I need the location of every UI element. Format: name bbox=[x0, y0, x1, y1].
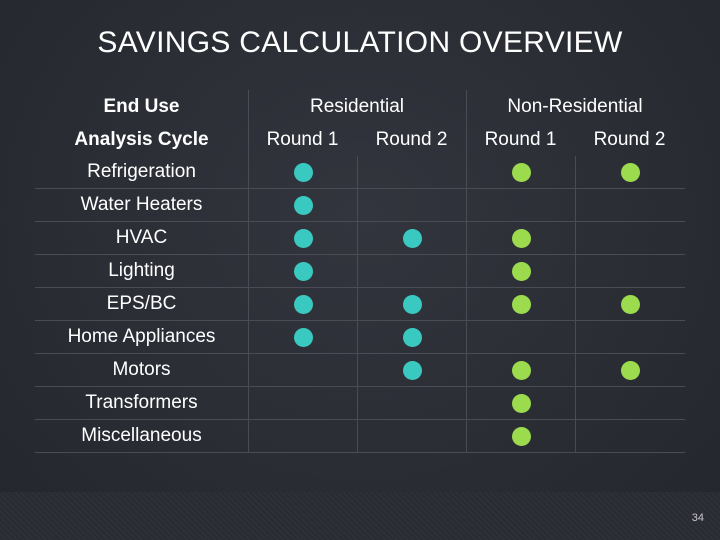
table-cell bbox=[575, 354, 684, 386]
residential-dot-icon bbox=[294, 163, 313, 182]
end-use-header: End Use bbox=[103, 95, 180, 117]
non-residential-dot-icon bbox=[621, 163, 640, 182]
table-cell bbox=[575, 321, 684, 353]
end-use-label: Lighting bbox=[108, 260, 175, 281]
table-cell bbox=[575, 387, 684, 419]
non-residential-dot-icon bbox=[512, 394, 531, 413]
table-cell bbox=[575, 420, 684, 452]
table-cell bbox=[575, 288, 684, 320]
end-use-label: HVAC bbox=[115, 227, 168, 248]
end-use-label: Transformers bbox=[85, 392, 198, 413]
non-residential-header: Non-Residential bbox=[507, 95, 643, 117]
table-cell bbox=[357, 354, 466, 386]
end-use-label: EPS/BC bbox=[106, 293, 177, 314]
residential-dot-icon bbox=[403, 361, 422, 380]
end-use-label: Miscellaneous bbox=[81, 425, 202, 446]
table-cell bbox=[248, 420, 357, 452]
table-cell bbox=[575, 222, 684, 254]
table-cell bbox=[466, 189, 575, 221]
table-cell bbox=[466, 321, 575, 353]
table-cell bbox=[466, 420, 575, 452]
table-row bbox=[35, 255, 685, 288]
table-cell bbox=[575, 255, 684, 287]
non-residential-dot-icon bbox=[621, 295, 640, 314]
non-residential-dot-icon bbox=[512, 295, 531, 314]
residential-dot-icon bbox=[294, 229, 313, 248]
header-row-analysis-cycle bbox=[35, 123, 685, 156]
table-cell bbox=[248, 354, 357, 386]
non-residential-dot-icon bbox=[512, 262, 531, 281]
end-use-label: Water Heaters bbox=[80, 194, 203, 215]
header-divider bbox=[248, 90, 249, 156]
non-residential-round-1-header: Round 1 bbox=[484, 128, 557, 150]
residential-dot-icon bbox=[294, 262, 313, 281]
table-cell bbox=[575, 189, 684, 221]
table-cell bbox=[248, 156, 357, 188]
table-cell bbox=[357, 189, 466, 221]
table-row bbox=[35, 156, 685, 189]
slide-title: SAVINGS CALCULATION OVERVIEW bbox=[97, 26, 623, 59]
table-cell bbox=[575, 156, 684, 188]
non-residential-dot-icon bbox=[512, 361, 531, 380]
table-cell bbox=[248, 288, 357, 320]
end-use-label: Refrigeration bbox=[87, 161, 196, 182]
table-cell bbox=[466, 222, 575, 254]
table-cell bbox=[466, 255, 575, 287]
residential-round-2-header: Round 2 bbox=[375, 128, 448, 150]
table-cell bbox=[466, 156, 575, 188]
non-residential-dot-icon bbox=[512, 427, 531, 446]
savings-table bbox=[35, 90, 685, 453]
residential-dot-icon bbox=[294, 295, 313, 314]
table-row bbox=[35, 288, 685, 321]
table-cell bbox=[248, 222, 357, 254]
table-row bbox=[35, 222, 685, 255]
residential-dot-icon bbox=[403, 295, 422, 314]
residential-dot-icon bbox=[294, 328, 313, 347]
residential-dot-icon bbox=[294, 196, 313, 215]
table-row bbox=[35, 189, 685, 222]
table-cell bbox=[357, 222, 466, 254]
header-row-end-use bbox=[35, 90, 685, 123]
residential-round-1-header: Round 1 bbox=[266, 128, 339, 150]
table-cell bbox=[357, 255, 466, 287]
residential-dot-icon bbox=[403, 229, 422, 248]
table-row bbox=[35, 321, 685, 354]
table-row bbox=[35, 420, 685, 453]
non-residential-round-2-header: Round 2 bbox=[593, 128, 666, 150]
table-cell bbox=[357, 156, 466, 188]
residential-header: Residential bbox=[310, 95, 404, 117]
table-body bbox=[35, 156, 685, 453]
non-residential-dot-icon bbox=[512, 229, 531, 248]
table-cell bbox=[248, 321, 357, 353]
table-cell bbox=[466, 387, 575, 419]
table-cell bbox=[466, 288, 575, 320]
table-cell bbox=[357, 420, 466, 452]
end-use-label: Home Appliances bbox=[67, 326, 216, 347]
table-cell bbox=[466, 354, 575, 386]
table-cell bbox=[248, 189, 357, 221]
residential-dot-icon bbox=[403, 328, 422, 347]
header-divider bbox=[466, 90, 467, 156]
page-number: 34 bbox=[691, 512, 704, 524]
table-cell bbox=[357, 387, 466, 419]
table-cell bbox=[248, 255, 357, 287]
analysis-cycle-header: Analysis Cycle bbox=[74, 128, 209, 150]
table-cell bbox=[357, 321, 466, 353]
non-residential-dot-icon bbox=[621, 361, 640, 380]
table-row bbox=[35, 387, 685, 420]
end-use-label: Motors bbox=[112, 359, 171, 380]
non-residential-dot-icon bbox=[512, 163, 531, 182]
footer-bar bbox=[0, 492, 720, 540]
table-cell bbox=[248, 387, 357, 419]
table-cell bbox=[357, 288, 466, 320]
table-row bbox=[35, 354, 685, 387]
